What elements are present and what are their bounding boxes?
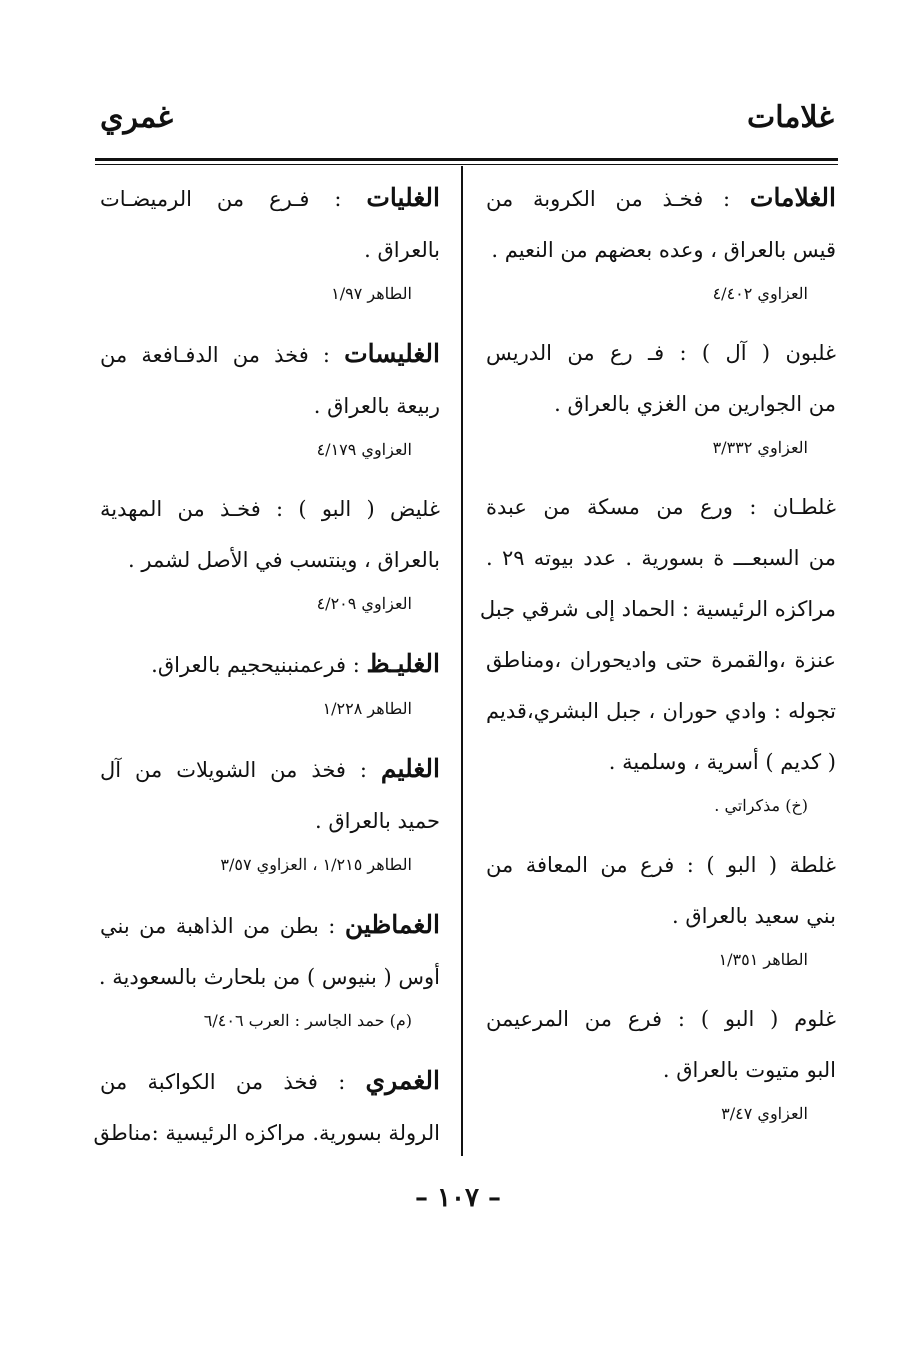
entry-headline bbox=[100, 638, 440, 691]
entry-headline: غلطـان : ورع من مسكة من عبدة bbox=[486, 495, 836, 519]
entry-text-line: عنزة ،والقمرة حتى واديحوران ،ومناطق bbox=[486, 648, 836, 672]
entry-term: الغماظين bbox=[344, 910, 440, 939]
dictionary-entry bbox=[486, 328, 836, 466]
dictionary-entry bbox=[100, 743, 440, 883]
entry-definition: : بطن من الذاهبة من بني bbox=[100, 914, 345, 938]
entry-source: العزاوي ٣/٣٣٢ bbox=[712, 438, 808, 457]
header-rule-thick bbox=[95, 158, 838, 161]
entry-headline: غلبون ( آل ) : فـ رع من الدريس bbox=[486, 341, 836, 365]
entry-term: الغليسات bbox=[344, 339, 440, 368]
entry-definition: : فخذ من الكواكبة من bbox=[100, 1070, 366, 1094]
entry-headline bbox=[100, 743, 440, 796]
entry-text-line: مراكزه الرئيسية : الحماد إلى شرقي جبل bbox=[479, 597, 836, 621]
entry-source: الطاهر ١/٢١٥ ، العزاوي ٣/٥٧ bbox=[220, 855, 412, 874]
dictionary-entry bbox=[486, 840, 836, 978]
entry-text-line: ( كديم ) أسرية ، وسلمية . bbox=[608, 750, 836, 774]
right-column bbox=[479, 172, 836, 1148]
entry-term: الغليـظ bbox=[366, 649, 440, 678]
dictionary-entry bbox=[100, 484, 440, 622]
dictionary-entry bbox=[486, 172, 836, 312]
entry-definition: : فخذ من الشويلات من آل bbox=[100, 758, 381, 782]
entry-headline bbox=[100, 328, 440, 381]
entry-source: العزاوي ٤/١٧٩ bbox=[316, 440, 412, 459]
dictionary-entry bbox=[486, 994, 836, 1132]
entry-definition: : فخـذ من الكروبة من bbox=[486, 187, 750, 211]
entry-text-line: أوس ( بنيوس ) من بلحارث بالسعودية . bbox=[98, 965, 440, 989]
entry-term: الغلامات bbox=[749, 183, 836, 212]
header-guide-word-left: غمري bbox=[100, 100, 174, 135]
entry-term: الغليات bbox=[366, 183, 440, 212]
entry-headline bbox=[100, 899, 440, 952]
entry-source: (خ) مذكراتي . bbox=[714, 796, 808, 815]
entry-text-line: البو متيوت بالعراق . bbox=[662, 1058, 836, 1082]
entry-text-line: ربيعة بالعراق . bbox=[313, 394, 440, 418]
dictionary-entry bbox=[479, 482, 836, 824]
entry-headline: غلوم ( البو ) : فرع من المرعيمن bbox=[486, 1007, 836, 1031]
entry-definition: : فرعمنبنيحجيم بالعراق. bbox=[151, 653, 367, 677]
entry-term: الغليم bbox=[380, 754, 440, 783]
page-number: – ١٠٧ – bbox=[414, 1183, 502, 1213]
entry-text-line: الرولة بسورية. مراكزه الرئيسية :مناطق bbox=[93, 1121, 440, 1145]
dictionary-entry bbox=[100, 328, 440, 468]
entry-headline bbox=[100, 172, 440, 225]
entry-headline bbox=[486, 172, 836, 225]
entry-headline bbox=[100, 1055, 440, 1108]
entry-source: الطاهر ١/٢٢٨ bbox=[322, 699, 412, 718]
entry-text-line: حميد بالعراق . bbox=[315, 809, 440, 833]
entry-source: العزاوي ٣/٤٧ bbox=[721, 1104, 808, 1123]
entry-headline: غلطة ( البو ) : فرع من المعافة من bbox=[486, 853, 836, 877]
entry-text-line: تجوله : وادي حوران ، جبل البشري،قديم bbox=[486, 699, 836, 723]
dictionary-entry bbox=[100, 172, 440, 312]
entry-source: الطاهر ١/٣٥١ bbox=[718, 950, 808, 969]
entry-definition: : فخذ من الدفـافعة من bbox=[100, 343, 345, 367]
dictionary-entry bbox=[100, 638, 440, 727]
entry-source: العزاوي ٤/٤٠٢ bbox=[712, 284, 808, 303]
entry-text-line: قيس بالعراق ، وعده بعضهم من النعيم . bbox=[491, 238, 836, 262]
entry-text-line: بالعراق ، وينتسب في الأصل لشمر . bbox=[128, 548, 440, 572]
entry-headline: غليض ( البو ) : فخـذ من المهدية bbox=[100, 497, 440, 521]
header-rule-thin bbox=[95, 164, 838, 165]
entry-text-line: بني سعيد بالعراق . bbox=[672, 904, 836, 928]
entry-source: (م) حمد الجاسر : العرب ٦/٤٠٦ bbox=[203, 1011, 412, 1030]
entry-text-line: من السبعـــ ة بسورية . عدد بيوته ٢٩ . bbox=[486, 546, 836, 570]
entry-term: الغمري bbox=[365, 1066, 440, 1095]
entry-source: العزاوي ٤/٢٠٩ bbox=[316, 594, 412, 613]
left-column bbox=[93, 172, 440, 1175]
column-divider bbox=[461, 166, 463, 1156]
dictionary-entry bbox=[93, 1055, 440, 1159]
dictionary-entry bbox=[100, 899, 440, 1039]
entry-text-line: بالعراق . bbox=[364, 238, 440, 262]
entry-source: الطاهر ١/٩٧ bbox=[331, 284, 412, 303]
entry-text-line: من الجوارين من الغزي بالعراق . bbox=[554, 392, 836, 416]
header-guide-word-right: غلامات bbox=[746, 100, 834, 135]
entry-definition: : فـرع من الرميضـات bbox=[100, 187, 367, 211]
